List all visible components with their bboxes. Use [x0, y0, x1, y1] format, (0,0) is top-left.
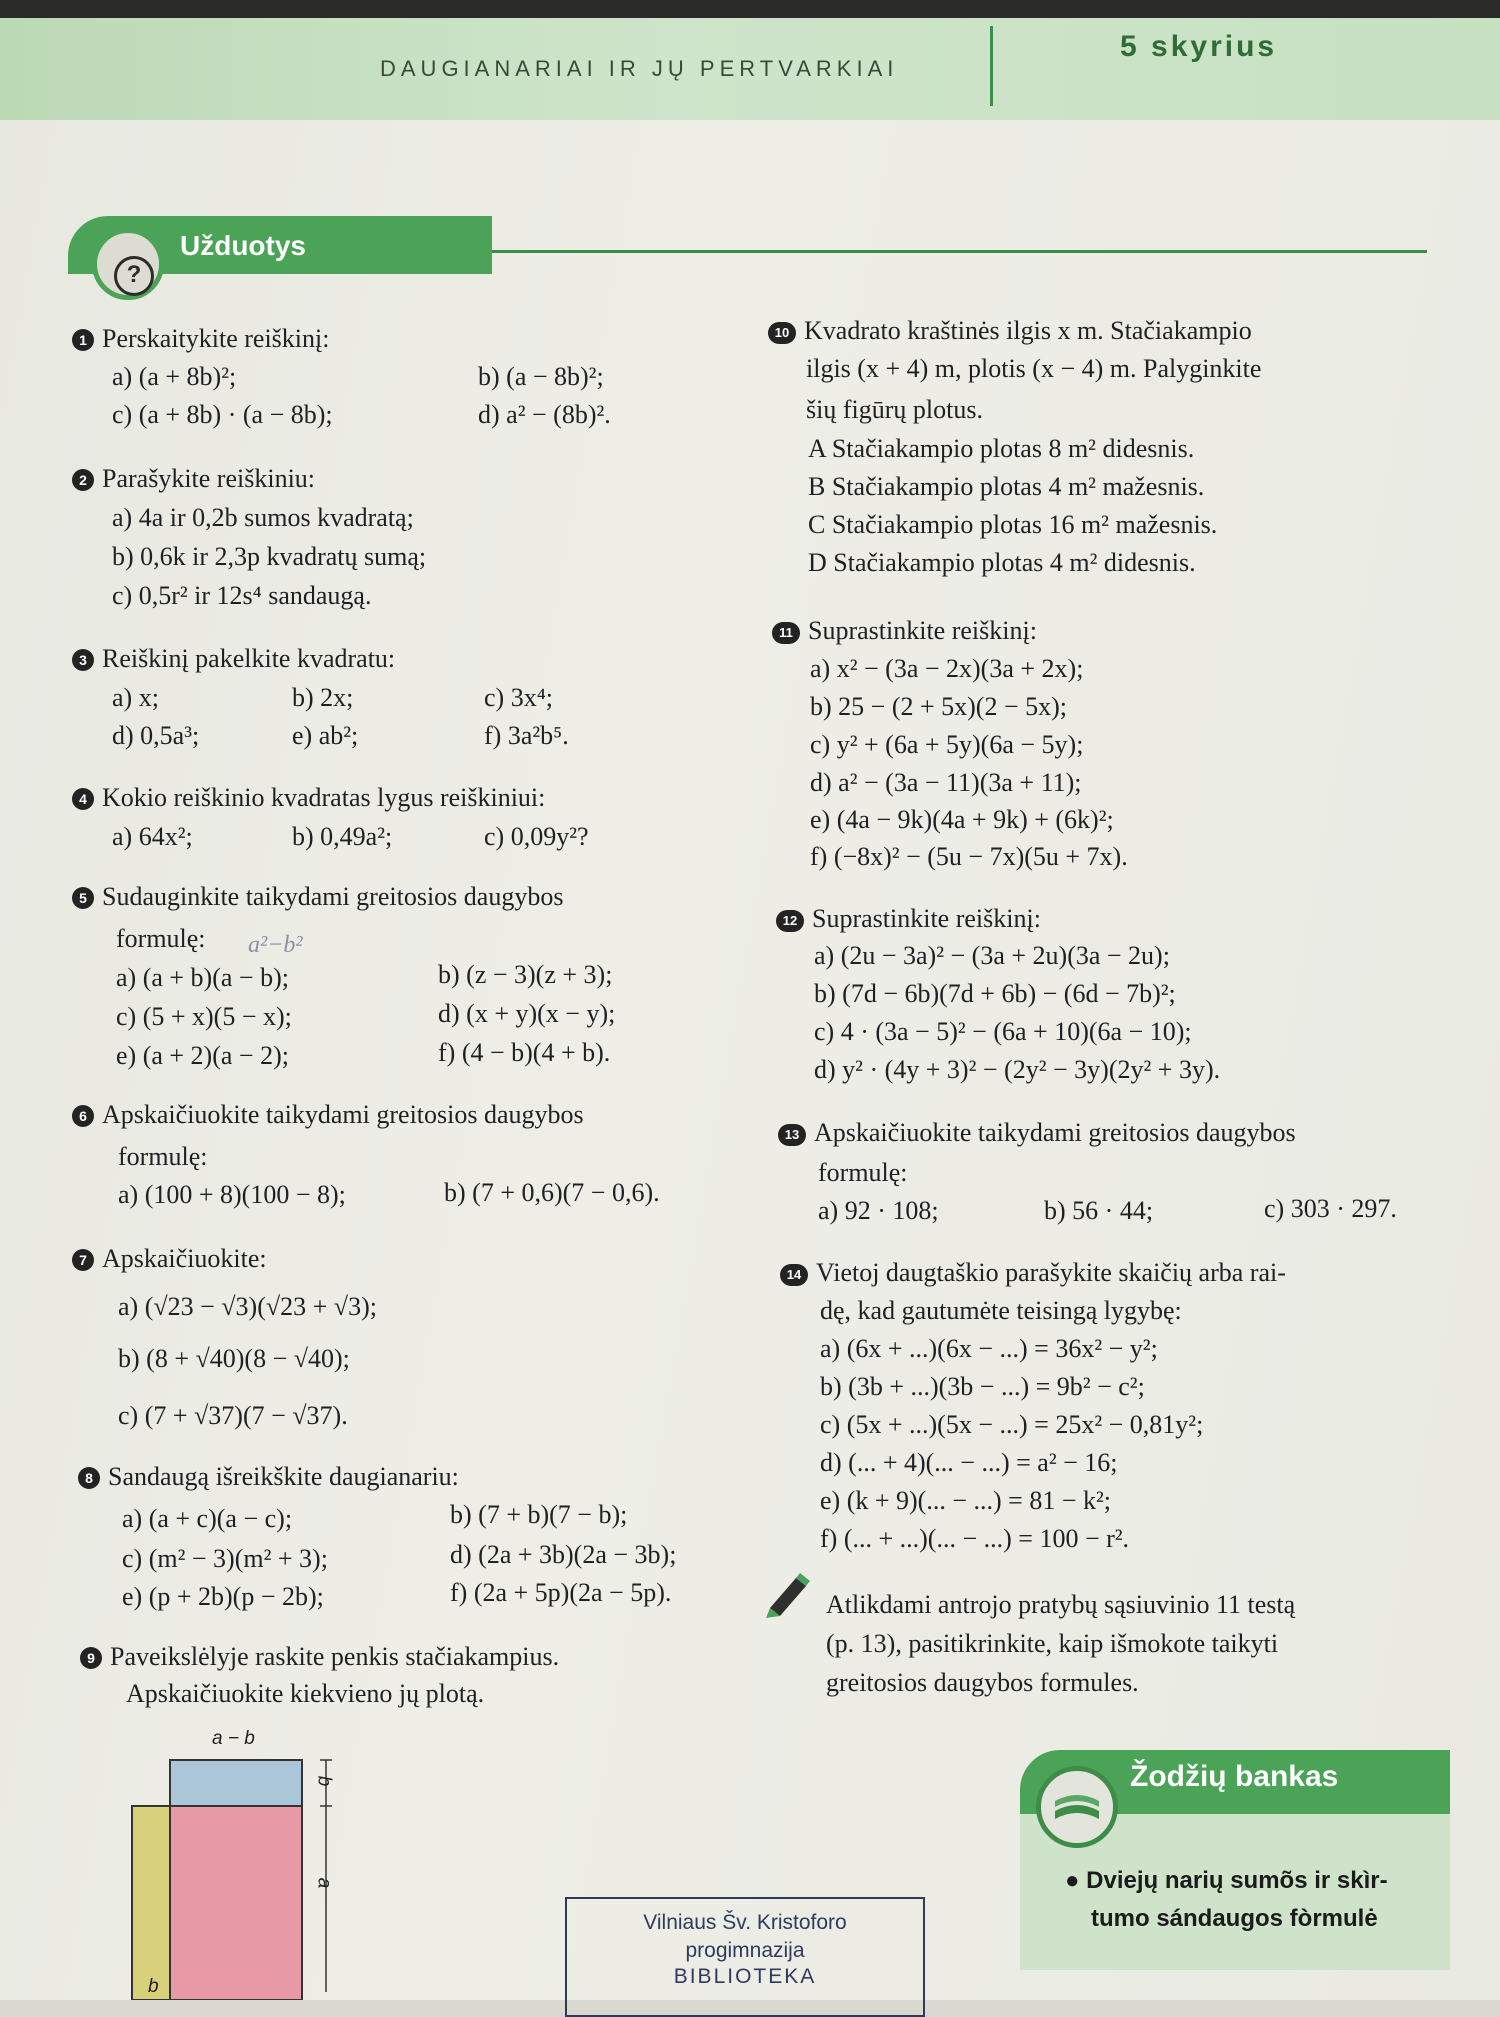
task-10-line3: šių figūrų plotus.	[806, 395, 983, 424]
task-8c: c) (m² − 3)(m² + 3);	[122, 1544, 328, 1573]
task-12-text: Suprastinkite reiškinį:	[812, 904, 1041, 933]
task-14-number: 14	[780, 1264, 808, 1286]
task-14d: d) (... + 4)(... − ...) = a² − 16;	[820, 1448, 1118, 1477]
task-3a: a) x;	[112, 683, 159, 712]
task-13c: c) 303 · 297.	[1264, 1194, 1397, 1223]
workbook-note-line1: Atlikdami antrojo pratybų sąsiuvinio 11 testą	[826, 1590, 1296, 1619]
task-12-number: 12	[776, 910, 804, 932]
tasks-header-rule	[492, 250, 1427, 253]
task-10-text: Kvadrato kraštinės ilgis x m. Stačiakampio	[804, 316, 1252, 345]
task-7c: c) (7 + √37)(7 − √37).	[118, 1401, 348, 1430]
task-10-line2: ilgis (x + 4) m, plotis (x − 4) m. Palyginkite	[806, 354, 1262, 383]
task-1-number: 1	[72, 329, 94, 351]
task-13-text: Apskaičiuokite taikydami greitosios daugybos	[814, 1118, 1296, 1147]
task-4-number: 4	[72, 788, 94, 810]
task-13-number: 13	[778, 1124, 806, 1146]
task-11-number: 11	[772, 622, 800, 644]
task-10-option-b: B Stačiakampio plotas 4 m² mažesnis.	[808, 472, 1205, 501]
word-bank-item-line1: ● Dviejų narių sumõs ir skìr-	[1065, 1867, 1388, 1894]
task-14e: e) (k + 9)(... − ...) = 81 − k²;	[820, 1486, 1112, 1515]
task-4c: c) 0,09y²?	[484, 822, 589, 851]
task-6a: a) (100 + 8)(100 − 8);	[118, 1180, 346, 1209]
task-7-number: 7	[72, 1249, 94, 1271]
task-8e: e) (p + 2b)(p − 2b);	[122, 1582, 324, 1611]
task-12b: b) (7d − 6b)(7d + 6b) − (6d − 7b)²;	[814, 979, 1176, 1008]
task-10-option-d: D Stačiakampio plotas 4 m² didesnis.	[808, 548, 1196, 577]
task-11-prompt	[772, 614, 1037, 648]
task-4a: a) 64x²;	[112, 822, 193, 851]
word-bank-item	[1065, 1862, 1388, 1938]
task-2-number: 2	[72, 469, 94, 491]
chapter-number: 5 skyrius	[1120, 30, 1278, 63]
task-6b: b) (7 + 0,6)(7 − 0,6).	[444, 1178, 660, 1207]
page-top-shadow	[0, 0, 1500, 18]
task-6-prompt	[72, 1098, 584, 1132]
task-8f: f) (2a + 5p)(2a − 5p).	[450, 1578, 672, 1607]
task-10-prompt	[768, 314, 1252, 348]
task-10-number: 10	[768, 322, 796, 344]
task-6-prompt-cont: formulę:	[118, 1142, 208, 1171]
chapter-title: DAUGIANARIAI IR JŲ PERTVARKIAI	[380, 56, 899, 81]
task-2b: b) 0,6k ir 2,3p kvadratų sumą;	[112, 542, 427, 571]
task-3b: b) 2x;	[292, 683, 354, 712]
rectangles-figure	[120, 1752, 370, 2000]
pink-rectangle	[170, 1806, 302, 2000]
task-6-number: 6	[72, 1105, 94, 1127]
task-2-text: Parašykite reiškiniu:	[102, 464, 316, 493]
task-14-text: Vietoj daugtaškio parašykite skaičių arba rai-	[816, 1258, 1286, 1287]
task-9-text: Paveikslėlyje raskite penkis stačiakampius.	[110, 1642, 560, 1671]
task-5-number: 5	[72, 887, 94, 909]
task-7-prompt	[72, 1242, 267, 1276]
task-3c: c) 3x⁴;	[484, 683, 553, 712]
workbook-note-line2: (p. 13), pasitikrinkite, kaip išmokote taikyti	[826, 1629, 1279, 1658]
task-12c: c) 4 · (3a − 5)² − (6a + 10)(6a − 10);	[814, 1017, 1192, 1046]
task-12-prompt	[776, 902, 1041, 936]
book-icon	[1036, 1766, 1118, 1848]
task-4-prompt	[72, 781, 545, 815]
task-3f: f) 3a²b⁵.	[484, 721, 569, 750]
task-8a: a) (a + c)(a − c);	[122, 1504, 293, 1533]
task-2a: a) 4a ir 0,2b sumos kvadratą;	[112, 503, 414, 532]
pencil-icon	[762, 1568, 814, 1620]
task-12d: d) y² · (4y + 3)² − (2y² − 3y)(2y² + 3y).	[814, 1055, 1221, 1084]
task-4-text: Kokio reiškinio kvadratas lygus reiškiniui:	[102, 783, 546, 812]
task-14a: a) (6x + ...)(6x − ...) = 36x² − y²;	[820, 1334, 1158, 1363]
tasks-title: Užduotys	[180, 230, 306, 261]
workbook-note-line3: greitosios daugybos formules.	[826, 1668, 1139, 1697]
task-5-text: Sudauginkite taikydami greitosios daugybos	[102, 882, 564, 911]
task-2-prompt	[72, 462, 315, 496]
task-8b: b) (7 + b)(7 − b);	[450, 1500, 628, 1529]
task-8d: d) (2a + 3b)(2a − 3b);	[450, 1540, 677, 1569]
task-5b: b) (z − 3)(z + 3);	[438, 960, 613, 989]
task-9-number: 9	[80, 1647, 102, 1669]
task-14-line2: dę, kad gautumėte teisingą lygybę:	[820, 1296, 1182, 1325]
task-5-prompt	[72, 880, 563, 914]
book-icon-glyph	[1041, 1771, 1113, 1843]
task-11-text: Suprastinkite reiškinį:	[808, 616, 1037, 645]
task-14c: c) (5x + ...)(5x − ...) = 25x² − 0,81y²;	[820, 1410, 1204, 1439]
question-mark-icon: ?	[114, 256, 154, 296]
task-14b: b) (3b + ...)(3b − ...) = 9b² − c²;	[820, 1372, 1145, 1401]
task-5c: c) (5 + x)(5 − x);	[116, 1002, 292, 1031]
task-5e: e) (a + 2)(a − 2);	[116, 1041, 289, 1070]
task-3d: d) 0,5a³;	[112, 721, 200, 750]
figure-label-a-minus-b: a − b	[212, 1728, 255, 1749]
task-14f: f) (... + ...)(... − ...) = 100 − r².	[820, 1524, 1130, 1553]
word-bank-title: Žodžių bankas	[1130, 1760, 1339, 1793]
task-5a: a) (a + b)(a − b);	[116, 963, 289, 992]
task-11e: e) (4a − 9k)(4a + 9k) + (6k)²;	[810, 805, 1114, 834]
task-11d: d) a² − (3a − 11)(3a + 11);	[810, 768, 1082, 797]
task-1c: c) (a + 8b) · (a − 8b);	[112, 400, 333, 429]
task-9-prompt-cont: Apskaičiuokite kiekvieno jų plotą.	[126, 1679, 485, 1708]
task-11c: c) y² + (6a + 5y)(6a − 5y);	[810, 730, 1084, 759]
task-10-option-a: A Stačiakampio plotas 8 m² didesnis.	[808, 434, 1195, 463]
task-11b: b) 25 − (2 + 5x)(2 − 5x);	[810, 692, 1068, 721]
task-1d: d) a² − (8b)².	[478, 400, 611, 429]
figure-label-b-right: b	[313, 1775, 335, 1787]
task-11a: a) x² − (3a − 2x)(3a + 2x);	[810, 654, 1084, 683]
task-5-prompt-cont: formulę:	[116, 924, 206, 953]
word-bank-item-text1: Dviejų narių sumõs ir skìr-	[1086, 1867, 1388, 1894]
task-13b: b) 56 · 44;	[1044, 1196, 1154, 1225]
blue-rectangle	[170, 1760, 302, 1806]
task-8-number: 8	[78, 1467, 100, 1489]
stamp-line1: Vilniaus Šv. Kristoforo	[643, 1911, 847, 1934]
task-8-text: Sandaugą išreikškite daugianariu:	[108, 1462, 459, 1491]
task-7a: a) (√23 − √3)(√23 + √3);	[118, 1292, 377, 1321]
chapter-separator	[990, 26, 993, 106]
task-3-text: Reiškinį pakelkite kvadratu:	[102, 644, 396, 673]
task-13a: a) 92 · 108;	[818, 1196, 939, 1225]
task-7b: b) (8 + √40)(8 − √40);	[118, 1344, 350, 1373]
task-7-text: Apskaičiuokite:	[102, 1244, 267, 1273]
task-1b: b) (a − 8b)²;	[478, 362, 604, 391]
stamp-line2: progimnazija	[685, 1939, 805, 1962]
task-1a: a) (a + 8b)²;	[112, 362, 237, 391]
yellow-rectangle	[132, 1806, 170, 2000]
task-10-option-c: C Stačiakampio plotas 16 m² mažesnis.	[808, 510, 1218, 539]
library-stamp	[565, 1897, 925, 2017]
task-13-prompt-cont: formulę:	[818, 1158, 908, 1187]
task-1-prompt	[72, 322, 329, 356]
task-6-text: Apskaičiuokite taikydami greitosios daugybos	[102, 1100, 584, 1129]
handwritten-note: a²−b²	[248, 932, 303, 958]
task-5f: f) (4 − b)(4 + b).	[438, 1038, 611, 1067]
task-2c: c) 0,5r² ir 12s⁴ sandaugą.	[112, 581, 372, 610]
task-5d: d) (x + y)(x − y);	[438, 999, 616, 1028]
task-14-prompt	[780, 1256, 1286, 1290]
task-3e: e) ab²;	[292, 721, 359, 750]
task-4b: b) 0,49a²;	[292, 822, 393, 851]
task-3-prompt	[72, 642, 395, 676]
figure-label-b-bottom: b	[148, 1976, 159, 1997]
task-8-prompt	[78, 1460, 459, 1494]
figure-label-a-right: a	[313, 1877, 335, 1889]
task-9-prompt	[80, 1640, 559, 1674]
task-3-number: 3	[72, 649, 94, 671]
stamp-line3: BIBLIOTEKA	[673, 1965, 817, 1988]
word-bank-item-line2: tumo sándaugos fòrmulė	[1091, 1905, 1378, 1932]
task-1-text: Perskaitykite reiškinį:	[102, 324, 330, 353]
task-13-prompt	[778, 1116, 1296, 1150]
task-12a: a) (2u − 3a)² − (3a + 2u)(3a − 2u);	[814, 941, 1170, 970]
task-11f: f) (−8x)² − (5u − 7x)(5u + 7x).	[810, 842, 1128, 871]
